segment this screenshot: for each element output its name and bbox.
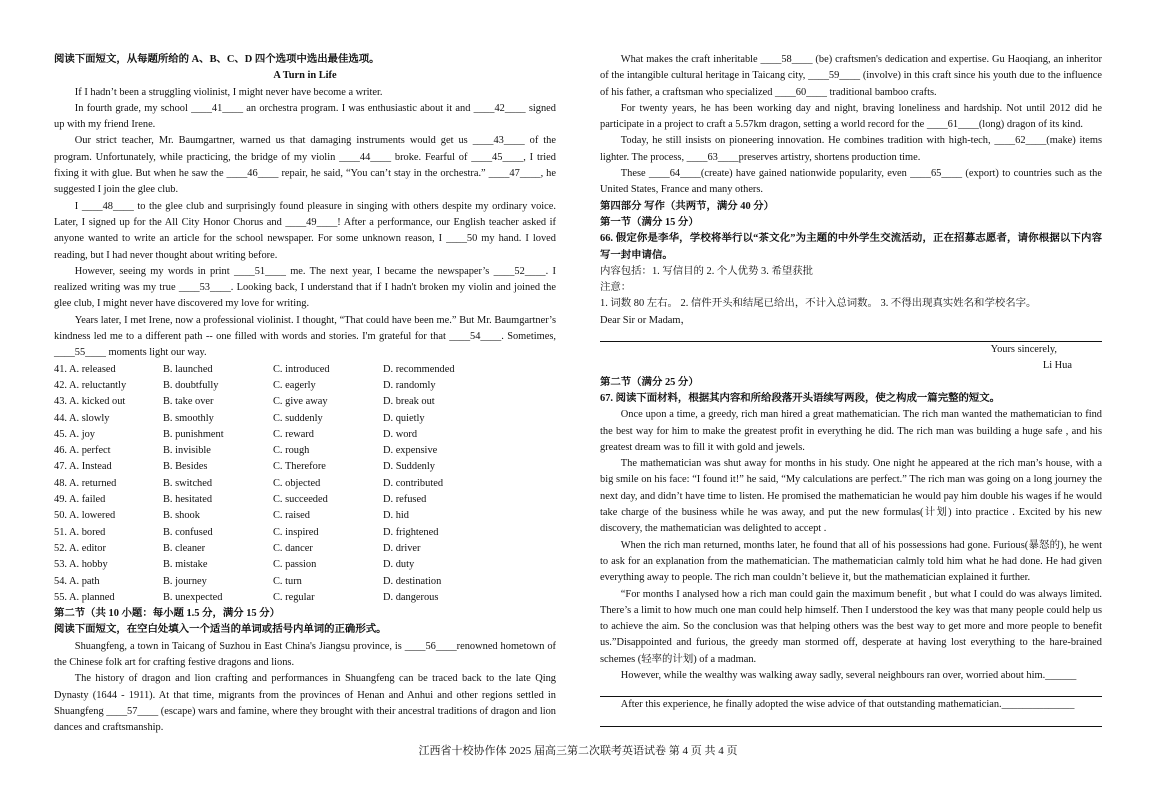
option-choice: C. suddenly bbox=[273, 412, 323, 424]
instruction-2: 阅读下面短文，在空白处填入一个适当的单词或括号内单词的正确形式。 bbox=[54, 624, 387, 636]
story-para-4: “For months I analysed how a rich man could gain the maximum benefit , but what I could do was always limited. There’s a limit to how much one man could help himself. Then I understood the key was that many people could help us to achieve the aim. So the conclusion was that helping others was the best way to get more and more people to benefit us.”Disappointed and furious, the greedy man stormed off, desperate at having lost everything to the hare-brained schemes (轻率的计划) of a madman. bbox=[600, 588, 1102, 665]
option-choice: B. smoothly bbox=[163, 412, 214, 424]
passage-para-3: Our strict teacher, Mr. Baumgartner, warned us that damaging instruments would get us ____43____ of the program. Unfortunately, while practicing, the bridge of my violin ____44____ broke. Fearful of ____45____, I tried fixing it with glue. But when he saw the ____46____ repair, he said, “You can’t stay in the orchestra.” ____47____, he suggested I join the glee club. bbox=[54, 135, 556, 196]
option-choice: C. raised bbox=[273, 510, 310, 522]
section-2-heading: 第二节（共 10 小题：每小题 1.5 分，满分 15 分） bbox=[54, 608, 280, 620]
option-choice: C. succeeded bbox=[273, 494, 328, 506]
option-row bbox=[54, 590, 556, 606]
grammar-para-4: For twenty years, he has been working day and night, braving loneliness and hardship. Not until 2012 did he participate in a project to craft a 5.57km dragon, setting a world record for the ____61____(long) dragon of its kind. bbox=[600, 102, 1102, 131]
option-choice: B. invisible bbox=[163, 445, 211, 457]
option-choice: C. objected bbox=[273, 477, 321, 489]
grammar-para-3: What makes the craft inheritable ____58____ (be) craftsmen's dedication and expertise. Gu Haoqiang, an inheritor of the intangible cultural heritage in Taicang city, ____59____ (involve) in this craft since his youth due to the influence of his father, a craftsman who specialized ____60____ traditional bamboo crafts. bbox=[600, 54, 1102, 98]
option-row bbox=[54, 557, 556, 573]
option-choice: D. hid bbox=[383, 510, 409, 522]
option-choice: B. hesitated bbox=[163, 494, 213, 506]
grammar-para-6: These ____64____(create) have gained nationwide popularity, even ____65____ (export) to countries such as the United States, France and many others. bbox=[600, 168, 1102, 196]
option-row bbox=[54, 443, 556, 459]
option-choice: 53. A. hobby bbox=[54, 559, 108, 571]
writing-line[interactable] bbox=[600, 684, 1102, 697]
option-choice: B. launched bbox=[163, 363, 213, 375]
option-choice: D. randomly bbox=[383, 379, 436, 391]
option-row bbox=[54, 362, 556, 378]
option-choice: D. frightened bbox=[383, 526, 439, 538]
continuation-prompt-1: However, while the wealthy was walking away sadly, several neighbours ran over, worried about him.______ bbox=[620, 669, 1077, 681]
part-4-heading: 第四部分 写作（共两节，满分 40 分） bbox=[600, 200, 775, 212]
left-column bbox=[54, 52, 556, 736]
closing: Yours sincerely, bbox=[990, 344, 1057, 356]
option-row bbox=[54, 492, 556, 508]
option-choice: B. journey bbox=[163, 575, 207, 587]
option-choice: C. eagerly bbox=[273, 379, 316, 391]
option-choice: 51. A. bored bbox=[54, 526, 106, 538]
option-choice: D. Suddenly bbox=[383, 461, 435, 473]
grammar-para-1: Shuangfeng, a town in Taicang of Suzhou in East China's Jiangsu province, is ____56____renowned hometown of the Chinese folk art for crafting festive dragons and lions. bbox=[54, 640, 556, 668]
option-choice: B. unexpected bbox=[163, 591, 223, 603]
option-choice: C. reward bbox=[273, 428, 314, 440]
option-row bbox=[54, 574, 556, 590]
option-choice: 47. A. Instead bbox=[54, 461, 112, 473]
option-choice: D. contributed bbox=[383, 477, 444, 489]
option-choice: 41. A. released bbox=[54, 363, 116, 375]
right-column bbox=[600, 52, 1102, 727]
option-choice: C. Therefore bbox=[273, 461, 326, 473]
story-para-2: The mathematician was shut away for months in his study. One night he appeared at the rich man’s house, with a big smile on his face: “I found it!” he said, “My calculations are perfect.” The rich man was going on a long journey the next day, and didn’t have time to listen. He promised the mathematician he would pay him double his wages if he would take charge of the business while he was away, and put the new formulas(计划) into practice . Excited by his new discovery, the mathematician was delighted to accept . bbox=[600, 458, 1102, 535]
passage-para-1: If I hadn’t been a struggling violinist, I might never have become a writer. bbox=[74, 86, 383, 98]
option-choice: 52. A. editor bbox=[54, 542, 106, 554]
option-row bbox=[54, 508, 556, 524]
story-para-3: When the rich man returned, months later, he found that all of his possessions had gone. Furious(暴怒的), he went to ask for an explanation from the mathematician. The mathematician calmly told him what he had done. He had given everything away to people. The rich man couldn’t believe it, but the mathematician explained it further. bbox=[600, 539, 1102, 584]
option-choice: C. inspired bbox=[273, 526, 319, 538]
option-choice: B. take over bbox=[163, 396, 214, 408]
passage-para-4: I ____48____ to the glee club and surprisingly found pleasure in singing with others despite my ordinary voice. Later, I signed up for the All City Honor Chorus and ____49____! After a performance, our English teacher asked if anyone wanted to write an article for the school newspaper. For some unknown reason, I ____50 my hand. I loved reading, but I had never thought about writing before. bbox=[54, 200, 556, 261]
option-choice: C. give away bbox=[273, 396, 328, 408]
option-choice: B. punishment bbox=[163, 428, 224, 440]
question-66: 66. 假定你是李华，学校将举行以“茶文化”为主题的中外学生交流活动，正在招募志愿者，请你根据以下内容写一封申请信。 bbox=[600, 233, 1102, 261]
option-choice: D. destination bbox=[383, 575, 442, 587]
option-choice: C. introduced bbox=[273, 363, 330, 375]
option-choice: B. Besides bbox=[163, 461, 208, 473]
salutation: Dear Sir or Madam， bbox=[600, 314, 691, 326]
note-heading: 注意： bbox=[600, 282, 632, 294]
option-choice: C. regular bbox=[273, 591, 315, 603]
option-row bbox=[54, 394, 556, 410]
option-choice: 45. A. joy bbox=[54, 428, 95, 440]
signer: Li Hua bbox=[1042, 360, 1072, 372]
option-choice: D. duty bbox=[383, 559, 415, 571]
passage-para-5: However, seeing my words in print ____51____ me. The next year, I became the newspaper’s ____52____. I realized writing was my true ____53____. Looking back, I understand that if I hadn't broken my violin and joined the glee club, I might never have discovered my love for writing. bbox=[54, 265, 556, 310]
option-choice: 50. A. lowered bbox=[54, 510, 116, 522]
passage-para-2: In fourth grade, my school ____41____ an orchestra program. I was enthusiastic about it and ____42____ signed up with my friend Irene. bbox=[54, 102, 556, 131]
option-choice: 44. A. slowly bbox=[54, 412, 110, 424]
writing-line[interactable] bbox=[600, 329, 1102, 342]
content-requirements: 内容包括：1. 写信目的 2. 个人优势 3. 希望获批 bbox=[600, 265, 814, 277]
instruction-1: 阅读下面短文，从每题所给的 A、B、C、D 四个选项中选出最佳选项。 bbox=[54, 54, 380, 65]
option-row bbox=[54, 459, 556, 475]
option-choice: D. expensive bbox=[383, 445, 438, 457]
grammar-para-2: The history of dragon and lion crafting and performances in Shuangfeng can be traced back to the late Qing Dynasty (1644 - 1911). At that time, migrants from the provinces of Henan and Anhui and other regions settled in Shuangfeng ____57____ (escape) wars and famine, where they brought with their ancestral traditions of dragon and lion dances and craftsmanship. bbox=[54, 673, 556, 734]
grammar-para-5: Today, he still insists on pioneering innovation. He combines tradition with high-tech, ____62____(make) items lighter. The process, ____63____preserves artistry, shortens production time. bbox=[600, 135, 1102, 163]
option-choice: 46. A. perfect bbox=[54, 445, 111, 457]
option-choice: C. dancer bbox=[273, 542, 313, 554]
option-choice: C. turn bbox=[273, 575, 302, 587]
options-table bbox=[54, 362, 556, 606]
story-para-1: Once upon a time, a greedy, rich man hired a great mathematician. The rich man wanted the mathematician to find the best way for him to make the greatest profit in everything he did. The rich man was building a huge safe , and his greatest dream was to fill it with gold and jewels. bbox=[600, 409, 1102, 453]
option-row bbox=[54, 476, 556, 492]
option-choice: C. rough bbox=[273, 445, 310, 457]
option-choice: D. word bbox=[383, 428, 418, 440]
note-items: 1. 词数 80 左右。 2. 信件开头和结尾已给出，不计入总词数。 3. 不得出现真实姓名和学校名字。 bbox=[600, 298, 1037, 310]
passage-title: A Turn in Life bbox=[273, 70, 337, 82]
option-choice: D. break out bbox=[383, 396, 435, 408]
option-choice: B. cleaner bbox=[163, 542, 206, 554]
option-row bbox=[54, 541, 556, 557]
option-choice: B. switched bbox=[163, 477, 213, 489]
option-choice: 42. A. reluctantly bbox=[54, 379, 127, 391]
option-choice: D. refused bbox=[383, 494, 427, 506]
option-row bbox=[54, 411, 556, 427]
option-choice: 48. A. returned bbox=[54, 477, 117, 489]
question-67: 67. 阅读下面材料，根据其内容和所给段落开头语续写两段，使之构成一篇完整的短文。 bbox=[600, 392, 1001, 404]
option-choice: 54. A. path bbox=[54, 575, 100, 587]
option-choice: 55. A. planned bbox=[54, 591, 115, 603]
option-choice: 43. A. kicked out bbox=[54, 396, 126, 408]
writing-section-1-heading: 第一节（满分 15 分） bbox=[600, 216, 699, 228]
option-row bbox=[54, 378, 556, 394]
option-choice: D. recommended bbox=[383, 363, 455, 375]
option-choice: 49. A. failed bbox=[54, 494, 106, 506]
option-choice: B. shook bbox=[163, 510, 200, 522]
option-choice: B. confused bbox=[163, 526, 213, 538]
writing-line[interactable] bbox=[600, 714, 1102, 727]
option-choice: D. driver bbox=[383, 542, 421, 554]
writing-section-2-heading: 第二节（满分 25 分） bbox=[600, 376, 699, 388]
option-choice: D. quietly bbox=[383, 412, 425, 424]
page-footer: 江西省十校协作体 2025 届高三第二次联考英语试卷 第 4 页 共 4 页 bbox=[418, 745, 738, 757]
option-row bbox=[54, 525, 556, 541]
option-choice: B. doubtfully bbox=[163, 379, 219, 391]
option-choice: B. mistake bbox=[163, 559, 208, 571]
option-choice: C. passion bbox=[273, 559, 317, 571]
passage-para-6: Years later, I met Irene, now a professional violinist. I thought, “That could have been me.” But Mr. Baumgartner’s kindness led me to a different path -- one filled with words and stories. I'm grateful for that ____54____. Sometimes, ____55____ moments light our way. bbox=[54, 314, 556, 359]
option-row bbox=[54, 427, 556, 443]
continuation-prompt-2: After this experience, he finally adopted the wise advice of that outstanding mathematician.______________ bbox=[620, 699, 1075, 711]
option-choice: D. dangerous bbox=[383, 591, 439, 603]
